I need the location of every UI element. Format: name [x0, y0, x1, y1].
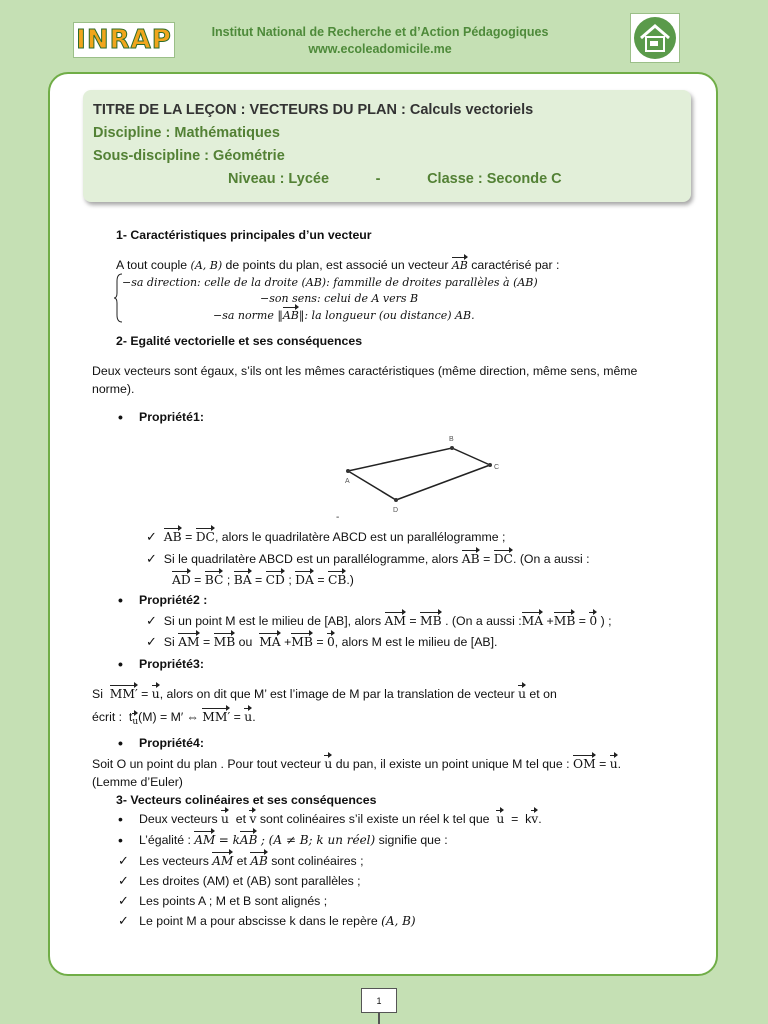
page-number: 1	[361, 988, 397, 1013]
propriete-4-label: • Propriété4:	[139, 734, 204, 752]
section-2-paragraph: Deux vecteurs sont égaux, s’ils ont les mêmes caractéristiques (même direction, même sens, même norme).	[92, 364, 638, 396]
header-institute	[180, 24, 580, 58]
figure-dash: -	[336, 512, 340, 523]
institute-name: Institut National de Recherche et d’Action Pédagogiques	[211, 25, 549, 39]
norme-line: −sa norme ‖AB‖: la longueur (ou distance) AB.	[213, 307, 475, 325]
lesson-title-box	[83, 90, 691, 202]
sens-line: −son sens: celui de A vers B	[260, 292, 419, 305]
vertex-b	[450, 446, 454, 450]
niveau-classe	[93, 168, 681, 191]
niveau: Niveau : Lycée	[228, 171, 330, 187]
parallelogram-shape	[348, 448, 490, 500]
propriete-2a: ✓ Si un point M est le milieu de [AB], alors AM = MB . (On a aussi :MA +MB = 0 ) ;	[146, 613, 612, 628]
colineaire-check-4: ✓ Le point M a pour abscisse k dans le repère (A, B)	[118, 913, 416, 928]
propriete-3-label: • Propriété3:	[139, 655, 204, 673]
direction-line: −sa direction: celle de la droite (AB): fammille de droites parallèles à (AB)	[122, 276, 538, 289]
parallelogram-figure	[337, 424, 507, 524]
section-1-heading: 1- Caractéristiques principales d’un vecteur	[116, 228, 372, 242]
propriete-1b: ✓ Si le quadrilatère ABCD est un parallélogramme, alors AB = DC. (On a aussi :	[146, 551, 590, 566]
propriete-4-line1: Soit O un point du plan . Pour tout vecteur u du pan, il existe un point unique M tel que : OM = u.	[92, 757, 622, 771]
colineaire-check-1: ✓ Les vecteurs AM et AB sont colinéaires ;	[118, 853, 364, 868]
vertex-a	[346, 469, 350, 473]
propriete-2-label: • Propriété2 :	[139, 591, 207, 609]
propriete-1a: ✓ AB = DC, alors le quadrilatère ABCD est un parallélogramme ;	[146, 529, 506, 544]
page-number-stem	[378, 1013, 380, 1024]
page-body	[48, 72, 718, 976]
inrap-logo: INRAP	[73, 22, 175, 58]
lesson-title: TITRE DE LA LEÇON : VECTEURS DU PLAN : Calculs vectoriels	[93, 102, 534, 118]
propriete-3-line1: Si MM′ = u, alors on dit que M’ est l’image de M par la translation de vecteur u et on	[92, 687, 557, 701]
propriete-4-line2: (Lemme d’Euler)	[92, 775, 183, 789]
sous-discipline: Sous-discipline : Géométrie	[93, 148, 285, 164]
school-house-logo	[630, 13, 680, 63]
label-d: D	[393, 507, 399, 514]
vertex-c	[488, 463, 492, 467]
website: www.ecoleadomicile.me	[308, 42, 452, 56]
discipline: Discipline : Mathématiques	[93, 125, 280, 141]
label-b: B	[449, 436, 454, 443]
propriete-1-label: • Propriété1:	[139, 408, 204, 426]
section-2-heading: 2- Egalité vectorielle et ses conséquences	[116, 334, 363, 348]
classe: Classe : Seconde C	[427, 171, 562, 187]
propriete-1c: AD = BC ; BA = CD ; DA = CB.)	[172, 573, 354, 587]
label-c: C	[494, 464, 500, 471]
vertex-d	[394, 498, 398, 502]
colineaire-check-3: ✓ Les points A ; M et B sont alignés ;	[118, 893, 328, 908]
label-a: A	[345, 478, 350, 485]
separator: -	[375, 171, 381, 187]
section-1-intro: A tout couple (A, B) de points du plan, est associé un vecteur AB caractérisé par :	[116, 256, 559, 275]
propriete-3-line2: écrit : $t_u(M) = M'$ ⇔ MM′ = u.	[92, 708, 256, 731]
colineaire-bullet-2: • L’égalité : AM = kAB ; (A ≠ B; k un réel) signifie que :	[139, 831, 448, 849]
colineaire-check-2: ✓ Les droites (AM) et (AB) sont parallèles ;	[118, 873, 361, 888]
colineaire-bullet-1: • Deux vecteurs u et v sont colinéaires s’il existe un réel k tel que u = kv.	[139, 810, 542, 828]
propriete-2b: ✓ Si AM = MB ou MA +MB = 0, alors M est le milieu de [AB].	[146, 634, 498, 649]
section-3-heading: 3- Vecteurs colinéaires et ses conséquences	[116, 793, 377, 807]
